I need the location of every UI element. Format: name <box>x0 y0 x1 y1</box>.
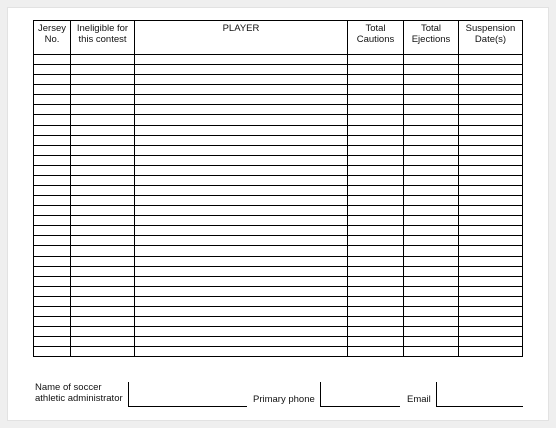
jersey-cell[interactable] <box>34 216 71 226</box>
jersey-cell[interactable] <box>34 286 71 296</box>
jersey-cell[interactable] <box>34 327 71 337</box>
cautions-cell[interactable] <box>348 175 404 185</box>
suspension-cell[interactable] <box>459 266 523 276</box>
player-cell[interactable] <box>135 296 348 306</box>
ineligible-cell[interactable] <box>71 206 135 216</box>
ineligible-cell[interactable] <box>71 196 135 206</box>
cautions-cell[interactable] <box>348 105 404 115</box>
jersey-cell[interactable] <box>34 246 71 256</box>
player-cell[interactable] <box>135 226 348 236</box>
ineligible-cell[interactable] <box>71 145 135 155</box>
ejections-cell[interactable] <box>404 226 459 236</box>
cautions-cell[interactable] <box>348 286 404 296</box>
ejections-cell[interactable] <box>404 155 459 165</box>
cautions-cell[interactable] <box>348 347 404 357</box>
ineligible-cell[interactable] <box>71 306 135 316</box>
suspension-cell[interactable] <box>459 155 523 165</box>
table-row <box>34 145 523 155</box>
jersey-cell[interactable] <box>34 186 71 196</box>
jersey-cell[interactable] <box>34 306 71 316</box>
ineligible-cell[interactable] <box>71 276 135 286</box>
cautions-cell[interactable] <box>348 165 404 175</box>
jersey-cell[interactable] <box>34 347 71 357</box>
ejections-cell[interactable] <box>404 276 459 286</box>
player-cell[interactable] <box>135 317 348 327</box>
player-cell[interactable] <box>135 75 348 85</box>
suspension-cell[interactable] <box>459 337 523 347</box>
player-cell[interactable] <box>135 55 348 65</box>
table-row <box>34 236 523 246</box>
cautions-cell[interactable] <box>348 306 404 316</box>
jersey-cell[interactable] <box>34 95 71 105</box>
jersey-cell[interactable] <box>34 266 71 276</box>
player-cell[interactable] <box>135 206 348 216</box>
suspension-cell[interactable] <box>459 75 523 85</box>
jersey-cell[interactable] <box>34 337 71 347</box>
cautions-cell[interactable] <box>348 145 404 155</box>
ineligible-cell[interactable] <box>71 165 135 175</box>
suspension-cell[interactable] <box>459 85 523 95</box>
player-cell[interactable] <box>135 135 348 145</box>
table-row <box>34 256 523 266</box>
jersey-cell[interactable] <box>34 296 71 306</box>
ineligible-cell[interactable] <box>71 115 135 125</box>
suspension-cell[interactable] <box>459 236 523 246</box>
table-row <box>34 196 523 206</box>
suspension-cell[interactable] <box>459 115 523 125</box>
suspension-cell[interactable] <box>459 286 523 296</box>
jersey-cell[interactable] <box>34 165 71 175</box>
ejections-cell[interactable] <box>404 95 459 105</box>
ineligible-cell[interactable] <box>71 317 135 327</box>
ejections-cell[interactable] <box>404 337 459 347</box>
table-row <box>34 75 523 85</box>
ineligible-cell[interactable] <box>71 347 135 357</box>
player-roster-table <box>33 20 523 357</box>
jersey-cell[interactable] <box>34 115 71 125</box>
table-row <box>34 135 523 145</box>
player-cell[interactable] <box>135 125 348 135</box>
ineligible-cell[interactable] <box>71 85 135 95</box>
ejections-cell[interactable] <box>404 55 459 65</box>
cautions-cell[interactable] <box>348 216 404 226</box>
table-row <box>34 276 523 286</box>
jersey-cell[interactable] <box>34 135 71 145</box>
ineligible-cell[interactable] <box>71 266 135 276</box>
table-row <box>34 165 523 175</box>
ineligible-cell[interactable] <box>71 65 135 75</box>
player-cell[interactable] <box>135 216 348 226</box>
ejections-cell[interactable] <box>404 196 459 206</box>
roster-form-page <box>8 8 548 420</box>
table-row <box>34 95 523 105</box>
cautions-cell[interactable] <box>348 115 404 125</box>
table-row <box>34 337 523 347</box>
player-cell[interactable] <box>135 95 348 105</box>
ejections-cell[interactable] <box>404 256 459 266</box>
suspension-cell[interactable] <box>459 296 523 306</box>
table-row <box>34 286 523 296</box>
cautions-cell[interactable] <box>348 226 404 236</box>
jersey-cell[interactable] <box>34 85 71 95</box>
header-ineligible: Ineligible for this contest <box>71 21 135 55</box>
ineligible-cell[interactable] <box>71 95 135 105</box>
ejections-cell[interactable] <box>404 246 459 256</box>
jersey-cell[interactable] <box>34 105 71 115</box>
cautions-cell[interactable] <box>348 186 404 196</box>
table-row <box>34 105 523 115</box>
table-row <box>34 246 523 256</box>
ejections-cell[interactable] <box>404 75 459 85</box>
contact-footer <box>33 382 522 408</box>
cautions-cell[interactable] <box>348 256 404 266</box>
jersey-cell[interactable] <box>34 226 71 236</box>
ejections-cell[interactable] <box>404 286 459 296</box>
player-cell[interactable] <box>135 165 348 175</box>
player-cell[interactable] <box>135 85 348 95</box>
table-row <box>34 266 523 276</box>
suspension-cell[interactable] <box>459 317 523 327</box>
player-cell[interactable] <box>135 256 348 266</box>
ineligible-cell[interactable] <box>71 186 135 196</box>
suspension-cell[interactable] <box>459 246 523 256</box>
header-total-cautions: Total Cautions <box>348 21 404 55</box>
table-row <box>34 55 523 65</box>
jersey-cell[interactable] <box>34 196 71 206</box>
suspension-cell[interactable] <box>459 216 523 226</box>
ineligible-cell[interactable] <box>71 256 135 266</box>
suspension-cell[interactable] <box>459 55 523 65</box>
ejections-cell[interactable] <box>404 266 459 276</box>
player-cell[interactable] <box>135 105 348 115</box>
ejections-cell[interactable] <box>404 347 459 357</box>
ejections-cell[interactable] <box>404 236 459 246</box>
cautions-cell[interactable] <box>348 85 404 95</box>
cautions-cell[interactable] <box>348 125 404 135</box>
ejections-cell[interactable] <box>404 85 459 95</box>
ejections-cell[interactable] <box>404 317 459 327</box>
ineligible-cell[interactable] <box>71 337 135 347</box>
table-row <box>34 125 523 135</box>
roster-rows <box>34 55 523 357</box>
player-cell[interactable] <box>135 327 348 337</box>
cautions-cell[interactable] <box>348 65 404 75</box>
cautions-cell[interactable] <box>348 246 404 256</box>
jersey-cell[interactable] <box>34 236 71 246</box>
jersey-cell[interactable] <box>34 155 71 165</box>
jersey-cell[interactable] <box>34 206 71 216</box>
cautions-cell[interactable] <box>348 317 404 327</box>
admin-name-label: Name of soccer athletic administrator <box>35 382 123 404</box>
cautions-cell[interactable] <box>348 135 404 145</box>
ineligible-cell[interactable] <box>71 125 135 135</box>
ineligible-cell[interactable] <box>71 216 135 226</box>
email-label: Email <box>407 394 431 405</box>
table-row <box>34 226 523 236</box>
cautions-cell[interactable] <box>348 276 404 286</box>
cautions-cell[interactable] <box>348 55 404 65</box>
cautions-cell[interactable] <box>348 296 404 306</box>
email-field[interactable] <box>436 382 523 407</box>
player-cell[interactable] <box>135 186 348 196</box>
ejections-cell[interactable] <box>404 145 459 155</box>
ejections-cell[interactable] <box>404 175 459 185</box>
cautions-cell[interactable] <box>348 196 404 206</box>
ejections-cell[interactable] <box>404 115 459 125</box>
jersey-cell[interactable] <box>34 317 71 327</box>
jersey-cell[interactable] <box>34 75 71 85</box>
table-row <box>34 186 523 196</box>
player-cell[interactable] <box>135 145 348 155</box>
table-row <box>34 306 523 316</box>
player-cell[interactable] <box>135 246 348 256</box>
suspension-cell[interactable] <box>459 186 523 196</box>
ejections-cell[interactable] <box>404 306 459 316</box>
table-row <box>34 347 523 357</box>
ineligible-cell[interactable] <box>71 105 135 115</box>
header-suspension-dates: Suspension Date(s) <box>459 21 523 55</box>
ejections-cell[interactable] <box>404 135 459 145</box>
cautions-cell[interactable] <box>348 75 404 85</box>
ejections-cell[interactable] <box>404 186 459 196</box>
player-cell[interactable] <box>135 196 348 206</box>
ineligible-cell[interactable] <box>71 327 135 337</box>
cautions-cell[interactable] <box>348 95 404 105</box>
ejections-cell[interactable] <box>404 327 459 337</box>
table-row <box>34 216 523 226</box>
ejections-cell[interactable] <box>404 206 459 216</box>
phone-label: Primary phone <box>253 394 315 405</box>
jersey-cell[interactable] <box>34 175 71 185</box>
table-header-row <box>34 21 523 55</box>
player-cell[interactable] <box>135 337 348 347</box>
ineligible-cell[interactable] <box>71 296 135 306</box>
player-cell[interactable] <box>135 276 348 286</box>
suspension-cell[interactable] <box>459 347 523 357</box>
suspension-cell[interactable] <box>459 125 523 135</box>
table-row <box>34 85 523 95</box>
suspension-cell[interactable] <box>459 105 523 115</box>
table-row <box>34 317 523 327</box>
table-row <box>34 65 523 75</box>
table-row <box>34 175 523 185</box>
ineligible-cell[interactable] <box>71 155 135 165</box>
ejections-cell[interactable] <box>404 216 459 226</box>
header-player: PLAYER <box>135 21 348 55</box>
player-cell[interactable] <box>135 347 348 357</box>
suspension-cell[interactable] <box>459 206 523 216</box>
ejections-cell[interactable] <box>404 125 459 135</box>
cautions-cell[interactable] <box>348 206 404 216</box>
ineligible-cell[interactable] <box>71 135 135 145</box>
jersey-cell[interactable] <box>34 125 71 135</box>
suspension-cell[interactable] <box>459 327 523 337</box>
player-cell[interactable] <box>135 266 348 276</box>
player-cell[interactable] <box>135 65 348 75</box>
suspension-cell[interactable] <box>459 95 523 105</box>
suspension-cell[interactable] <box>459 196 523 206</box>
cautions-cell[interactable] <box>348 266 404 276</box>
table-row <box>34 296 523 306</box>
header-jersey-no: Jersey No. <box>34 21 71 55</box>
ineligible-cell[interactable] <box>71 55 135 65</box>
player-cell[interactable] <box>135 286 348 296</box>
suspension-cell[interactable] <box>459 226 523 236</box>
player-cell[interactable] <box>135 236 348 246</box>
ineligible-cell[interactable] <box>71 236 135 246</box>
cautions-cell[interactable] <box>348 155 404 165</box>
suspension-cell[interactable] <box>459 175 523 185</box>
phone-field[interactable] <box>320 382 400 407</box>
jersey-cell[interactable] <box>34 276 71 286</box>
jersey-cell[interactable] <box>34 145 71 155</box>
ejections-cell[interactable] <box>404 296 459 306</box>
suspension-cell[interactable] <box>459 276 523 286</box>
table-row <box>34 327 523 337</box>
cautions-cell[interactable] <box>348 327 404 337</box>
ineligible-cell[interactable] <box>71 175 135 185</box>
ejections-cell[interactable] <box>404 65 459 75</box>
table-row <box>34 115 523 125</box>
jersey-cell[interactable] <box>34 55 71 65</box>
suspension-cell[interactable] <box>459 135 523 145</box>
jersey-cell[interactable] <box>34 65 71 75</box>
table-row <box>34 155 523 165</box>
player-cell[interactable] <box>135 306 348 316</box>
cautions-cell[interactable] <box>348 337 404 347</box>
ejections-cell[interactable] <box>404 105 459 115</box>
table-row <box>34 206 523 216</box>
suspension-cell[interactable] <box>459 165 523 175</box>
player-cell[interactable] <box>135 155 348 165</box>
suspension-cell[interactable] <box>459 306 523 316</box>
player-cell[interactable] <box>135 115 348 125</box>
suspension-cell[interactable] <box>459 65 523 75</box>
ineligible-cell[interactable] <box>71 75 135 85</box>
player-cell[interactable] <box>135 175 348 185</box>
cautions-cell[interactable] <box>348 236 404 246</box>
ineligible-cell[interactable] <box>71 246 135 256</box>
header-total-ejections: Total Ejections <box>404 21 459 55</box>
ejections-cell[interactable] <box>404 165 459 175</box>
suspension-cell[interactable] <box>459 145 523 155</box>
admin-name-field[interactable] <box>128 382 247 407</box>
suspension-cell[interactable] <box>459 256 523 266</box>
ineligible-cell[interactable] <box>71 286 135 296</box>
ineligible-cell[interactable] <box>71 226 135 236</box>
jersey-cell[interactable] <box>34 256 71 266</box>
